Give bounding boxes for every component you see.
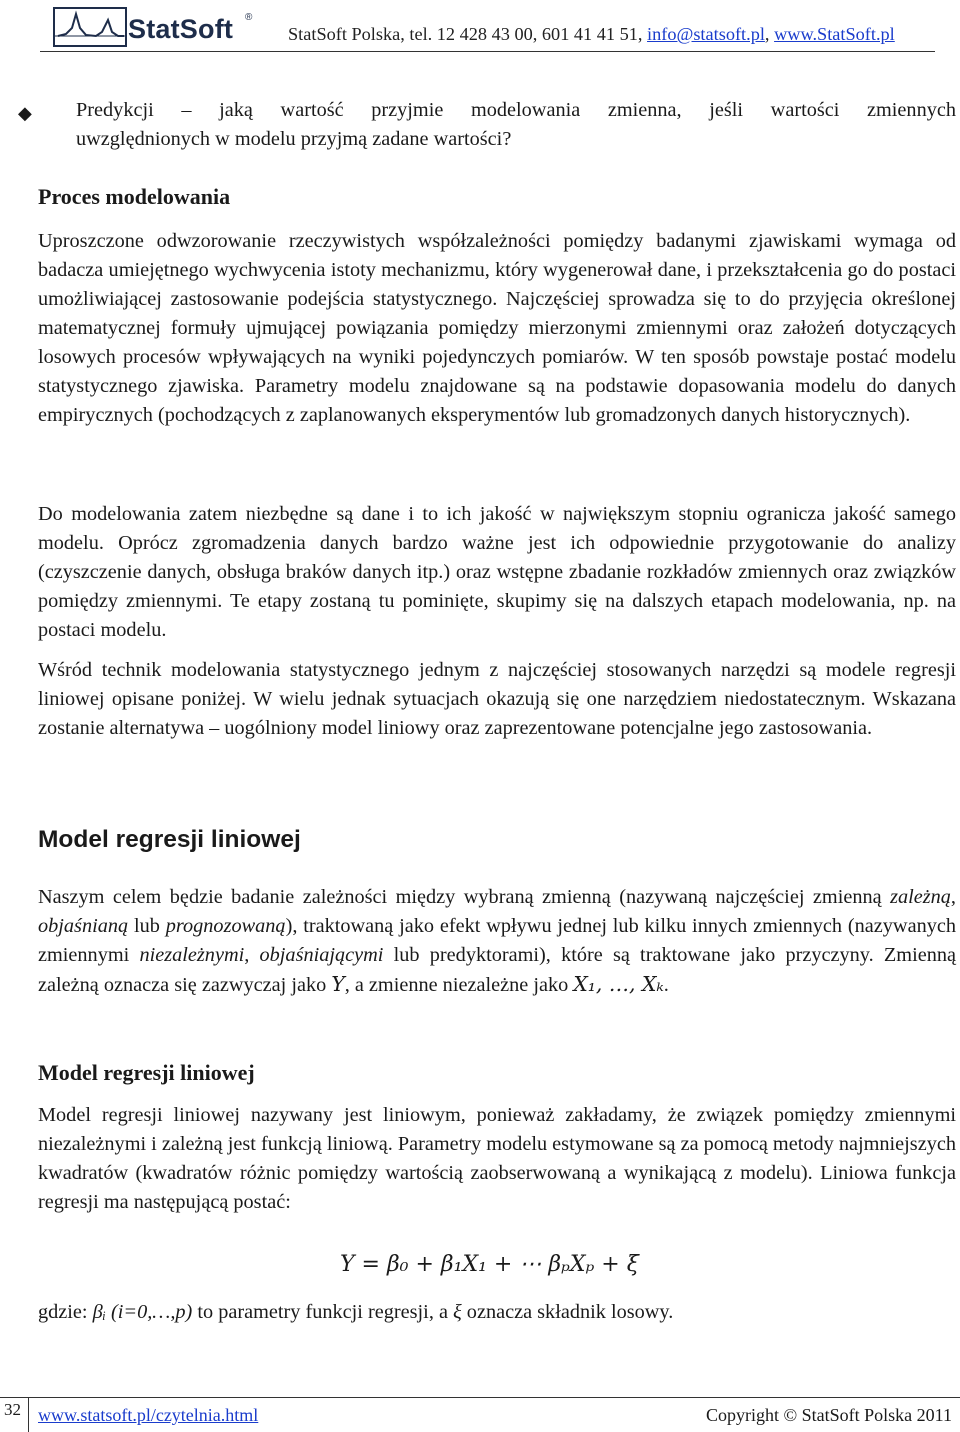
contact-text: StatSoft Polska, tel. 12 428 43 00, 601 41 41 51,: [288, 24, 648, 44]
symbol-y: Y: [331, 972, 345, 996]
paragraph-process-1: Uproszczone odwzorowanie rzeczywistych współzależności pomiędzy badanymi zjawiskami wymaga od badacza umiejętnego wychwycenia istoty mechanizmu, który wygenerował dane, i przekształcenia go do postaci umożliwiającej zastosowanie podejścia statystycznego. Najczęściej sprowadza się to do przyjęcia określonej matematycznej formuły ujmującej powiązania pomiędzy mierzonymi zmiennymi oraz założeń dotyczących losowych procesów wpływających na wyniki pojedynczych pomiarów. W ten sposób powstaje postać modelu statystycznego zjawiska. Parametry modelu znajdowane są na podstawie dopasowania modelu do danych empirycznych (pochodzących z zaplanowanych eksperymentów lub gromadzonych danych historycznych).: [38, 230, 956, 426]
symbol-xi: ξ: [453, 1301, 462, 1323]
term-independent: niezależnymi: [139, 944, 245, 966]
term-explained: objaśnianą: [38, 915, 129, 937]
term-dependent: zależną: [890, 886, 951, 908]
text: oznacza składnik losowy.: [461, 1301, 674, 1323]
bullet-line-2: uwzględnionych w modelu przyjmą zadane wartości?: [76, 128, 512, 150]
term-explanatory: objaśniającymi: [259, 944, 384, 966]
symbol-beta: βᵢ: [92, 1301, 106, 1323]
paragraph-regression-intro: [38, 883, 956, 1000]
header-contact: [288, 24, 895, 45]
text: lub: [128, 915, 166, 937]
separator: ,: [764, 24, 775, 44]
text: lub predyktorami), które są traktowane jako przyczyny. Zmienną zależną oznacza się zazwyczaj jako: [38, 944, 956, 996]
copyright-notice: Copyright © StatSoft Polska 2011: [705, 1405, 952, 1425]
regression-equation: Y = β₀ + β₁X₁ + ⋯ βₚXₚ + ξ: [340, 1252, 639, 1277]
paragraph-process-2: Do modelowania zatem niezbędne są dane i to ich jakość w największym stopniu ogranicza jakość samego modelu. Oprócz zgromadzenia danych bardzo ważne jest ich odpowiednie przygotowanie do analizy (czyszczenie danych, obsługa braków danych itp.) oraz wstępne zbadanie rozkładów zmiennych oraz związków pomiędzy zmiennymi. Te etapy zostaną tu pominięte, skupimy się na dalszych etapach modelowania, np. na postaci modelu.: [38, 503, 956, 641]
bullet-line-1: Predykcji – jaką wartość przyjmie modelowania zmienna, jeśli wartości zmiennych: [76, 99, 956, 121]
text: gdzie:: [38, 1301, 93, 1323]
registered-mark: ®: [245, 12, 253, 23]
text: ,: [950, 886, 956, 908]
section-heading-regression: Model regresji liniowej: [38, 826, 301, 853]
diamond-bullet-icon: ◆: [18, 103, 32, 123]
section-heading-process: Proces modelowania: [38, 184, 231, 209]
equation-explanation: [38, 1298, 956, 1327]
index-range: (i=0,…,p): [105, 1301, 193, 1323]
text: .: [663, 974, 669, 996]
website-link[interactable]: www.StatSoft.pl: [774, 24, 895, 44]
subsection-heading-regression: Model regresji liniowej: [38, 1060, 255, 1085]
brand-name: StatSoft: [128, 14, 234, 44]
text: , a zmienne niezależne jako: [344, 974, 574, 996]
footer-link[interactable]: www.statsoft.pl/czytelnia.html: [38, 1405, 259, 1425]
page-number: 32: [4, 1400, 21, 1419]
page-header: [40, 0, 935, 52]
term-predicted: prognozowaną: [165, 915, 286, 937]
text: ,: [244, 944, 260, 966]
text: ), traktowaną jako efekt wpływu jednej lub kilku innych zmiennych (nazywanych zmiennymi: [38, 915, 957, 966]
paragraph-regression-definition: Model regresji liniowej nazywany jest liniowym, ponieważ zakładamy, że związek pomiędzy zmiennymi niezależnymi i zależną jest funkcją liniową. Parametry modelu estymowane są za pomocą metody najmniejszych kwadratów (kwadratów różnic pomiędzy wartością zaobserwowaną a wynikającą z modelu). Liniowa funkcja regresji ma następującą postać:: [38, 1104, 956, 1213]
bullet-item: [18, 96, 956, 154]
logo-chart-icon: [52, 6, 132, 48]
text: to parametry funkcji regresji, a: [192, 1301, 454, 1323]
symbol-x-range: X₁, …, Xₖ: [573, 972, 664, 996]
footer-divider: [0, 1397, 960, 1398]
text: Naszym celem będzie badanie zależności między wybraną zmienną (nazywaną najczęściej zmienną: [38, 886, 891, 908]
footer-vertical-divider: [28, 1397, 29, 1432]
paragraph-process-3: Wśród technik modelowania statystycznego jednym z najczęściej stosowanych narzędzi są modele regresji liniowej opisane poniżej. W wielu jednak sytuacjach okazują się one narzędziem niedostatecznym. Wskazana zostanie alternatywa – uogólniony model liniowy oraz zaprezentowane potencjalne jego zastosowania.: [38, 659, 956, 739]
email-link[interactable]: info@statsoft.pl: [647, 24, 765, 44]
